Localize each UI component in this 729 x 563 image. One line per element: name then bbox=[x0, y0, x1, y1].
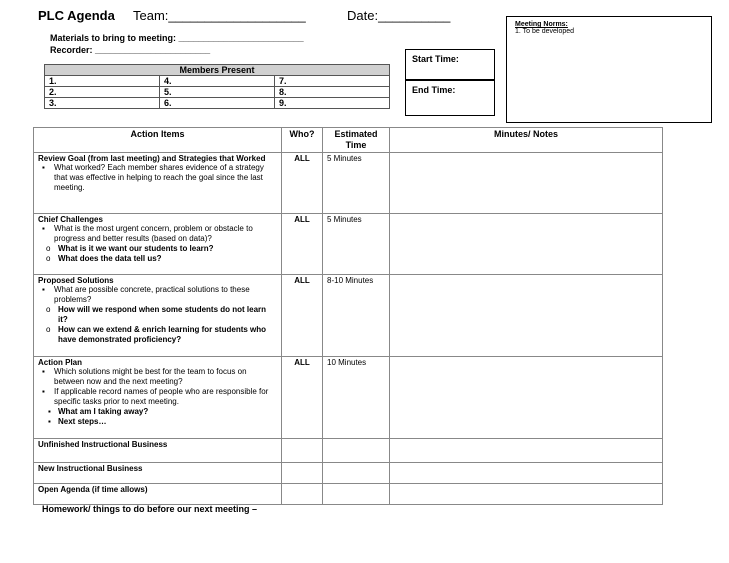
list-item: o What is it we want our students to learn? bbox=[58, 244, 277, 254]
member-cell: 2. bbox=[45, 87, 160, 98]
who-cell bbox=[282, 439, 323, 463]
member-cell: 6. bbox=[160, 98, 275, 109]
members-present-table bbox=[44, 64, 390, 109]
who-cell: ALL bbox=[282, 153, 323, 214]
member-cell: 1. bbox=[45, 76, 160, 87]
table-row bbox=[34, 275, 663, 357]
action-item-title: Unfinished Instructional Business bbox=[38, 440, 168, 449]
homework-label: Homework/ things to do before our next meeting – bbox=[42, 504, 258, 514]
end-time-box bbox=[405, 80, 495, 116]
notes-cell bbox=[390, 275, 663, 357]
table-row bbox=[34, 463, 663, 484]
notes-cell bbox=[390, 463, 663, 484]
time-cell bbox=[323, 484, 390, 505]
member-cell: 7. bbox=[275, 76, 390, 87]
action-item-title: Open Agenda (if time allows) bbox=[38, 485, 148, 494]
column-header-time: Estimated Time bbox=[323, 128, 390, 153]
column-header-notes: Minutes/ Notes bbox=[390, 128, 663, 153]
time-cell: 5 Minutes bbox=[323, 153, 390, 214]
list-item: o How will we respond when some students do not learn it? bbox=[58, 305, 277, 325]
list-item: o What does the data tell us? bbox=[58, 254, 277, 264]
start-time-label: Start Time: bbox=[412, 54, 459, 64]
meeting-norms-title: Meeting Norms: bbox=[515, 21, 568, 28]
time-cell: 10 Minutes bbox=[323, 357, 390, 439]
notes-cell bbox=[390, 153, 663, 214]
column-header-who: Who? bbox=[282, 128, 323, 153]
member-cell: 9. bbox=[275, 98, 390, 109]
column-header-action-items: Action Items bbox=[34, 128, 282, 153]
date-field: Date:__________ bbox=[347, 8, 451, 23]
member-cell: 8. bbox=[275, 87, 390, 98]
time-cell: 8-10 Minutes bbox=[323, 275, 390, 357]
who-cell bbox=[282, 484, 323, 505]
list-item: ▪ Next steps… bbox=[58, 417, 277, 427]
table-row bbox=[34, 153, 663, 214]
notes-cell bbox=[390, 357, 663, 439]
action-items-table bbox=[33, 127, 663, 505]
action-item-title: Action Plan bbox=[38, 358, 83, 367]
recorder-field: Recorder: _______________________ bbox=[50, 45, 211, 55]
action-item-title: Proposed Solutions bbox=[38, 276, 114, 285]
team-field: Team:___________________ bbox=[133, 8, 306, 23]
table-row bbox=[34, 214, 663, 275]
list-item: ▪ What is the most urgent concern, problem or obstacle to progress and better results (based on data)? bbox=[54, 224, 277, 244]
time-cell bbox=[323, 463, 390, 484]
member-cell: 5. bbox=[160, 87, 275, 98]
who-cell: ALL bbox=[282, 275, 323, 357]
table-row bbox=[34, 357, 663, 439]
notes-cell bbox=[390, 439, 663, 463]
table-row bbox=[45, 87, 390, 98]
table-row bbox=[34, 439, 663, 463]
member-cell: 3. bbox=[45, 98, 160, 109]
table-row bbox=[34, 484, 663, 505]
notes-cell bbox=[390, 214, 663, 275]
page-title: PLC Agenda bbox=[38, 8, 115, 23]
materials-field: Materials to bring to meeting: _________________________ bbox=[50, 33, 304, 43]
member-cell: 4. bbox=[160, 76, 275, 87]
time-cell bbox=[323, 439, 390, 463]
who-cell: ALL bbox=[282, 357, 323, 439]
meeting-norms-item: 1. To be developed bbox=[515, 28, 575, 35]
members-heading: Members Present bbox=[45, 65, 390, 76]
meeting-norms-box bbox=[506, 16, 712, 123]
who-cell: ALL bbox=[282, 214, 323, 275]
list-item: ▪ If applicable record names of people who are responsible for specific tasks prior to next meeting. bbox=[54, 387, 277, 407]
action-item-title: New Instructional Business bbox=[38, 464, 143, 473]
table-row bbox=[45, 76, 390, 87]
list-item: ▪ What am I taking away? bbox=[58, 407, 277, 417]
notes-cell bbox=[390, 484, 663, 505]
action-item-title: Review Goal (from last meeting) and Strategies that Worked bbox=[38, 154, 266, 163]
start-time-box bbox=[405, 49, 495, 80]
list-item: ▪ Which solutions might be best for the team to focus on between now and the next meeting? bbox=[54, 367, 277, 387]
who-cell bbox=[282, 463, 323, 484]
list-item: ▪ What are possible concrete, practical solutions to these problems? bbox=[54, 285, 277, 305]
table-row bbox=[45, 98, 390, 109]
action-item-title: Chief Challenges bbox=[38, 215, 103, 224]
end-time-label: End Time: bbox=[412, 85, 456, 95]
time-cell: 5 Minutes bbox=[323, 214, 390, 275]
list-item: o How can we extend & enrich learning for students who have demonstrated proficiency? bbox=[58, 325, 277, 345]
list-item: ▪ What worked? Each member shares evidence of a strategy that was effective in helping to reach the goal since the last meeting. bbox=[54, 163, 277, 193]
